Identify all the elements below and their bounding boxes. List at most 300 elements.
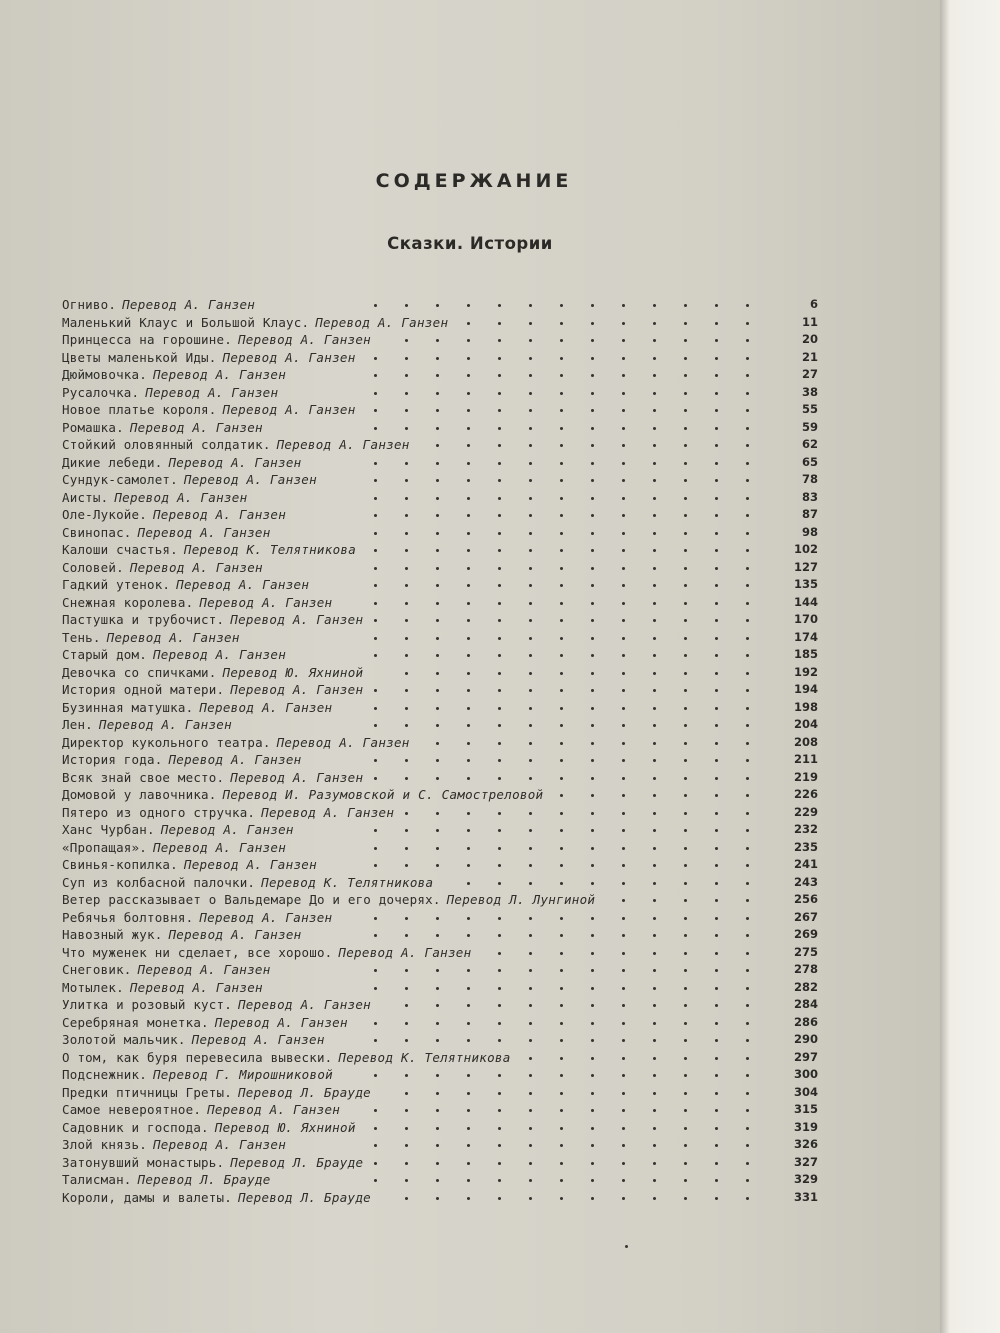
entry-title: Домовой у лавочника.	[62, 787, 217, 802]
entry-title: Сундук-самолет.	[62, 472, 178, 487]
leader-dot	[591, 374, 594, 377]
entry-page-number: 194	[793, 682, 818, 696]
entry-title: Свинья-копилка.	[62, 857, 178, 872]
entry-translator: Перевод А. Ганзен	[222, 402, 356, 417]
leader-dot	[622, 864, 625, 867]
leader-dot	[405, 567, 408, 570]
leader-dot	[684, 514, 687, 517]
entry-title: Злой князь.	[62, 1137, 147, 1152]
leader-dot	[622, 707, 625, 710]
leader-dot	[746, 357, 749, 360]
leader-dot	[715, 1162, 718, 1165]
leader-dot	[560, 532, 563, 535]
leader-dot	[405, 969, 408, 972]
leader-dot	[529, 969, 532, 972]
leader-dot	[591, 969, 594, 972]
leader-dot	[684, 969, 687, 972]
leader-dot	[498, 1127, 501, 1130]
leader-dot	[560, 1057, 563, 1060]
leader-dot	[684, 1179, 687, 1182]
leader-dot	[436, 567, 439, 570]
leader-dot	[622, 304, 625, 307]
entry-page-number: 275	[793, 944, 818, 959]
leader-dot	[622, 759, 625, 762]
leader-dot	[591, 637, 594, 640]
leader-dot	[684, 1092, 687, 1095]
leader-dot	[436, 987, 439, 990]
leader-dot	[560, 374, 563, 377]
leader-dot	[498, 1022, 501, 1025]
leader-dot	[405, 1162, 408, 1165]
leader-dot	[405, 812, 408, 815]
leader-dot	[467, 1179, 470, 1182]
leader-dot	[467, 777, 470, 780]
leader-dot	[591, 1022, 594, 1025]
entry-page-number: 269	[793, 927, 818, 941]
leader-dot	[591, 847, 594, 850]
leader-dot	[405, 1144, 408, 1147]
toc-entry	[62, 874, 822, 892]
leader-dot	[529, 777, 532, 780]
entry-title: Оле-Лукойе.	[62, 507, 147, 522]
leader-dot	[405, 1074, 408, 1077]
leader-dot	[436, 934, 439, 937]
entry-page-number: 27	[801, 367, 818, 381]
leader-dot	[746, 497, 749, 500]
leader-dot	[529, 654, 532, 657]
leader-dot	[715, 934, 718, 937]
leader-dot	[405, 864, 408, 867]
leader-dot	[374, 374, 377, 377]
leader-dot	[746, 672, 749, 675]
leader-dot	[653, 987, 656, 990]
leader-dot	[529, 514, 532, 517]
leader-dot	[622, 1092, 625, 1095]
leader-dot	[467, 707, 470, 710]
toc-entry	[62, 734, 822, 752]
leader-dot	[715, 707, 718, 710]
leader-dot	[591, 724, 594, 727]
leader-dot	[560, 829, 563, 832]
leader-dot	[622, 1074, 625, 1077]
leader-dot	[560, 1162, 563, 1165]
leader-dot	[746, 759, 749, 762]
leader-dot	[467, 1092, 470, 1095]
entry-page-number: 98	[801, 524, 818, 539]
leader-dot	[715, 637, 718, 640]
leader-dot	[622, 1144, 625, 1147]
leader-dot	[405, 1197, 408, 1200]
leader-dot	[684, 1022, 687, 1025]
entry-translator: Перевод Л. Брауде	[237, 1084, 372, 1100]
leader-dot	[684, 1057, 687, 1060]
entry-title: Директор кукольного театра.	[62, 734, 271, 750]
leader-dot	[715, 1197, 718, 1200]
leader-dot	[715, 1004, 718, 1007]
leader-dot	[591, 427, 594, 430]
leader-dot	[746, 374, 749, 377]
toc-entry	[62, 471, 822, 489]
entry-page-number: 315	[793, 1102, 818, 1116]
entry-page-number: 83	[801, 489, 818, 504]
leader-dot	[591, 864, 594, 867]
leader-dot	[653, 392, 656, 395]
leader-dot	[436, 1162, 439, 1165]
leader-dot	[622, 882, 625, 885]
leader-dot	[591, 304, 594, 307]
leader-dot	[591, 567, 594, 570]
leader-dot	[653, 304, 656, 307]
toc-entry	[62, 979, 822, 997]
leader-dot	[467, 374, 470, 377]
leader-dot	[374, 602, 377, 605]
leader-dot	[653, 1109, 656, 1112]
leader-dot	[498, 917, 501, 920]
leader-dot	[715, 969, 718, 972]
leader-dot	[653, 794, 656, 797]
leader-dot	[591, 987, 594, 990]
leader-dot	[715, 812, 718, 815]
leader-dot	[467, 829, 470, 832]
leader-dot	[653, 759, 656, 762]
leader-dot	[622, 1039, 625, 1042]
entry-page-number: 232	[793, 822, 818, 836]
leader-dot	[653, 602, 656, 605]
entry-translator: Перевод А. Ганзен	[276, 437, 410, 452]
entry-translator: Перевод А. Ганзен	[222, 349, 356, 365]
leader-dot	[436, 742, 439, 745]
leader-dot	[746, 1162, 749, 1165]
leader-dot	[498, 584, 501, 587]
leader-dot	[715, 602, 718, 605]
leader-dot	[467, 689, 470, 692]
entry-page-number: 198	[793, 699, 818, 714]
leader-dot	[591, 479, 594, 482]
leader-dot	[560, 444, 563, 447]
leader-dot	[467, 497, 470, 500]
leader-dot	[653, 1179, 656, 1182]
leader-dot	[405, 689, 408, 692]
leader-dot	[746, 479, 749, 482]
leader-dot	[498, 444, 501, 447]
toc-entry	[62, 664, 822, 682]
leader-dot	[405, 462, 408, 465]
leader-dot	[467, 409, 470, 412]
leader-dot	[622, 689, 625, 692]
leader-dot	[622, 427, 625, 430]
leader-dot	[529, 882, 532, 885]
entry-translator: Перевод Ю. Яхниной	[222, 664, 364, 680]
entry-page-number: 282	[793, 979, 818, 994]
entry-translator: Перевод А. Ганзен	[137, 524, 271, 540]
leader-dot	[405, 374, 408, 377]
leader-dot	[436, 514, 439, 517]
leader-dot	[467, 882, 470, 885]
leader-dot	[498, 812, 501, 815]
leader-dot	[653, 514, 656, 517]
toc-entry	[62, 944, 822, 962]
leader-dot	[405, 829, 408, 832]
leader-dot	[498, 952, 501, 955]
leader-dot	[498, 532, 501, 535]
leader-dot	[560, 1074, 563, 1077]
leader-dot	[560, 322, 563, 325]
leader-dot	[560, 672, 563, 675]
entry-translator: Перевод А. Ганзен	[137, 962, 271, 977]
leader-dot	[498, 1039, 501, 1042]
leader-dot	[746, 1057, 749, 1060]
leader-dot	[591, 812, 594, 815]
leader-dot	[684, 917, 687, 920]
leader-dot	[498, 497, 501, 500]
entry-translator: Перевод А. Ганзен	[168, 752, 302, 767]
leader-dot	[622, 462, 625, 465]
leader-dot	[405, 1179, 408, 1182]
leader-dot	[560, 462, 563, 465]
leader-dot	[622, 637, 625, 640]
leader-dot	[436, 917, 439, 920]
leader-dot	[746, 1022, 749, 1025]
leader-dot	[560, 742, 563, 745]
leader-dot	[591, 322, 594, 325]
leader-dot	[529, 934, 532, 937]
leader-dot	[653, 899, 656, 902]
entry-translator: Перевод А. Ганзен	[338, 944, 472, 960]
leader-dot	[529, 987, 532, 990]
leader-dot	[560, 514, 563, 517]
leader-dot	[715, 1074, 718, 1077]
leader-dot	[405, 777, 408, 780]
entry-title: Свинопас.	[62, 524, 132, 540]
leader-dot	[498, 1004, 501, 1007]
leader-dot	[498, 777, 501, 780]
entry-title: Маленький Клаус и Большой Клаус.	[62, 314, 310, 330]
leader-dot	[684, 444, 687, 447]
toc-entry	[62, 909, 822, 927]
entry-title: Золотой мальчик.	[62, 1032, 186, 1047]
leader-dot	[684, 829, 687, 832]
entry-page-number: 192	[793, 664, 818, 679]
leader-dot	[653, 549, 656, 552]
leader-dot	[436, 864, 439, 867]
entry-translator: Перевод А. Ганзен	[207, 1102, 341, 1117]
entry-translator: Перевод А. Ганзен	[230, 612, 364, 627]
entry-page-number: 62	[801, 437, 818, 451]
leader-dot	[467, 934, 470, 937]
leader-dot	[622, 917, 625, 920]
leader-dot	[498, 847, 501, 850]
leader-dot	[405, 654, 408, 657]
entry-translator: Перевод Л. Брауде	[137, 1172, 271, 1187]
leader-dot	[591, 532, 594, 535]
leader-dot	[622, 1004, 625, 1007]
leader-dot	[746, 339, 749, 342]
leader-dot	[405, 1022, 408, 1025]
entry-title: Старый дом.	[62, 647, 147, 662]
leader-dot	[560, 304, 563, 307]
leader-dot	[374, 654, 377, 657]
leader-dot	[684, 637, 687, 640]
leader-dot	[529, 549, 532, 552]
leader-dot	[405, 1004, 408, 1007]
entry-translator: Перевод А. Ганзен	[106, 629, 240, 645]
leader-dot	[498, 427, 501, 430]
entry-title: История одной матери.	[62, 682, 225, 697]
leader-dot	[374, 304, 377, 307]
leader-dot	[405, 707, 408, 710]
leader-dot	[467, 1039, 470, 1042]
entry-translator: Перевод Л. Брауде	[237, 1189, 372, 1205]
leader-dot	[622, 777, 625, 780]
leader-dot	[746, 829, 749, 832]
leader-dot	[684, 462, 687, 465]
leader-dot	[622, 619, 625, 622]
leader-dot	[591, 584, 594, 587]
entry-title: Снежная королева.	[62, 594, 194, 610]
leader-dot	[684, 374, 687, 377]
leader-dot	[374, 1039, 377, 1042]
leader-dot	[529, 847, 532, 850]
entry-title: Предки птичницы Греты.	[62, 1084, 232, 1100]
leader-dot	[467, 1162, 470, 1165]
entry-translator: Перевод А. Ганзен	[183, 472, 317, 487]
leader-dot	[498, 357, 501, 360]
leader-dot	[405, 847, 408, 850]
leader-dot	[653, 917, 656, 920]
leader-dot	[591, 602, 594, 605]
entry-title: Садовник и господа.	[62, 1119, 209, 1135]
leader-dot	[436, 409, 439, 412]
entry-title: Огниво.	[62, 297, 117, 312]
leader-dot	[591, 654, 594, 657]
entry-page-number: 59	[801, 419, 818, 434]
entry-page-number: 226	[793, 787, 818, 801]
leader-dot	[467, 479, 470, 482]
leader-dot	[684, 1144, 687, 1147]
leader-dot	[560, 654, 563, 657]
leader-dot	[684, 339, 687, 342]
leader-dot	[374, 1022, 377, 1025]
entry-translator: Перевод А. Ганзен	[152, 507, 287, 522]
leader-dot	[715, 759, 718, 762]
leader-dot	[653, 689, 656, 692]
leader-dot	[529, 1004, 532, 1007]
leader-dot	[715, 532, 718, 535]
leader-dot	[529, 1074, 532, 1077]
entry-title: Гадкий утенок.	[62, 577, 171, 592]
leader-dot	[684, 654, 687, 657]
leader-dot	[374, 532, 377, 535]
leader-dot	[560, 1127, 563, 1130]
leader-dot	[529, 1109, 532, 1112]
entry-title: Самое невероятное.	[62, 1102, 202, 1117]
leader-dot	[653, 357, 656, 360]
entry-translator: Перевод А. Ганзен	[230, 682, 364, 697]
leader-dot	[436, 479, 439, 482]
leader-dot	[591, 339, 594, 342]
leader-dot	[746, 952, 749, 955]
leader-dot	[622, 1022, 625, 1025]
leader-dot	[374, 689, 377, 692]
leader-dot	[715, 1092, 718, 1095]
entry-page-number: 65	[801, 454, 818, 469]
entry-translator: Перевод А. Ганзен	[237, 332, 372, 347]
entry-title: Принцесса на горошине.	[62, 332, 232, 347]
entry-translator: Перевод А. Ганзен	[129, 419, 263, 435]
toc-entry	[62, 821, 822, 839]
leader-dot	[374, 549, 377, 552]
leader-dot	[591, 882, 594, 885]
leader-dot	[405, 1109, 408, 1112]
leader-dot	[715, 1144, 718, 1147]
leader-dot	[622, 1109, 625, 1112]
entry-title: Дюймовочка.	[62, 367, 147, 382]
leader-dot	[746, 1127, 749, 1130]
entry-translator: Перевод Ю. Яхниной	[214, 1119, 356, 1135]
entry-title: Серебряная монетка.	[62, 1014, 209, 1030]
leader-dot	[622, 654, 625, 657]
leader-dot	[560, 882, 563, 885]
entry-page-number: 211	[793, 752, 818, 766]
leader-dot	[436, 374, 439, 377]
leader-dot	[746, 707, 749, 710]
leader-dot	[436, 1004, 439, 1007]
leader-dot	[529, 532, 532, 535]
leader-dot	[715, 847, 718, 850]
leader-dot	[653, 374, 656, 377]
entry-title: Пастушка и трубочист.	[62, 612, 225, 627]
leader-dot	[746, 724, 749, 727]
leader-dot	[715, 672, 718, 675]
leader-dot	[746, 619, 749, 622]
leader-dot	[622, 829, 625, 832]
entry-translator: Перевод А. Ганзен	[261, 804, 395, 820]
leader-dot	[529, 759, 532, 762]
leader-dot	[560, 952, 563, 955]
leader-dot	[529, 952, 532, 955]
entry-page-number: 102	[793, 542, 818, 556]
leader-dot	[498, 462, 501, 465]
entry-page-number: 267	[793, 909, 818, 924]
leader-dot	[529, 1022, 532, 1025]
leader-dot	[746, 304, 749, 307]
entry-page-number: 144	[793, 594, 818, 609]
entry-title: Цветы маленькой Иды.	[62, 349, 217, 365]
leader-dot	[622, 567, 625, 570]
entry-translator: Перевод А. Ганзен	[160, 822, 294, 837]
leader-dot	[715, 1039, 718, 1042]
toc-entry	[62, 786, 822, 804]
leader-dot	[374, 584, 377, 587]
leader-dot	[436, 339, 439, 342]
leader-dot	[560, 357, 563, 360]
leader-dot	[684, 882, 687, 885]
leader-dot	[436, 759, 439, 762]
leader-dot	[715, 567, 718, 570]
leader-dot	[467, 514, 470, 517]
leader-dot	[529, 602, 532, 605]
leader-dot	[591, 672, 594, 675]
leader-dot	[467, 619, 470, 622]
leader-dot	[591, 357, 594, 360]
leader-dot	[436, 1197, 439, 1200]
entry-translator: Перевод А. Ганзен	[199, 909, 333, 925]
leader-dot	[529, 479, 532, 482]
leader-dot	[405, 584, 408, 587]
leader-dot	[746, 882, 749, 885]
leader-dot	[684, 987, 687, 990]
toc-entry	[62, 1084, 822, 1102]
